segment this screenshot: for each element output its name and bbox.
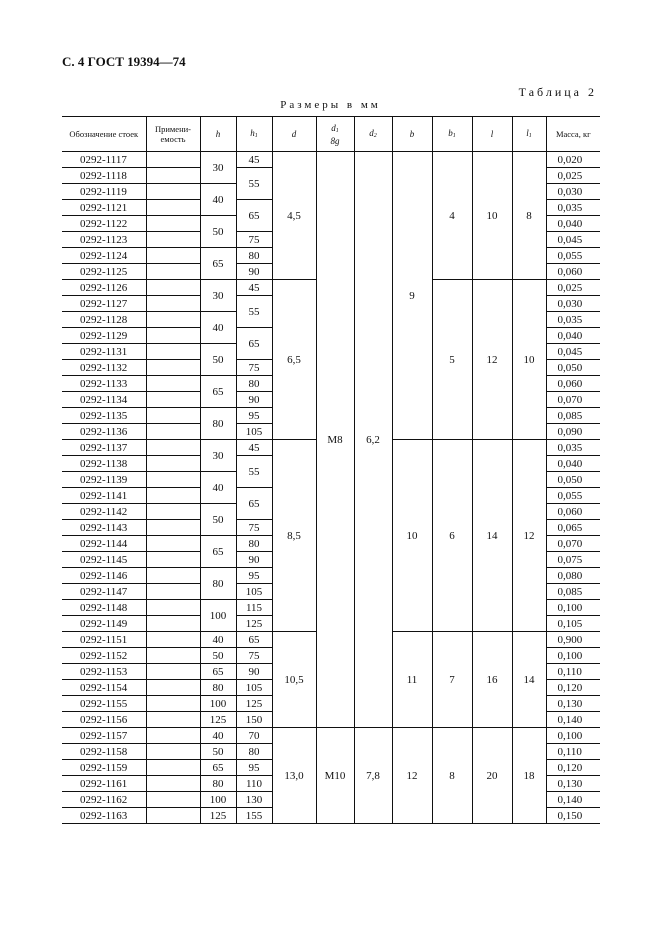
cell-h: 100 — [200, 600, 236, 632]
cell-applicability — [146, 360, 200, 376]
cell-h: 80 — [200, 680, 236, 696]
cell-designation: 0292-1136 — [62, 424, 146, 440]
cell-applicability — [146, 616, 200, 632]
cell-h1: 95 — [236, 760, 272, 776]
cell-h1: 80 — [236, 744, 272, 760]
cell-mass: 0,070 — [546, 536, 600, 552]
cell-designation: 0292-1149 — [62, 616, 146, 632]
cell-mass: 0,075 — [546, 552, 600, 568]
cell-h1: 80 — [236, 248, 272, 264]
cell-l1: 10 — [512, 280, 546, 440]
cell-applicability — [146, 744, 200, 760]
cell-l: 10 — [472, 152, 512, 280]
cell-h: 50 — [200, 648, 236, 664]
cell-h1: 90 — [236, 664, 272, 680]
cell-d: 8,5 — [272, 440, 316, 632]
header-b1-symbol: b — [448, 127, 453, 138]
cell-applicability — [146, 600, 200, 616]
cell-b1: 4 — [432, 152, 472, 280]
cell-mass: 0,140 — [546, 712, 600, 728]
cell-h: 50 — [200, 504, 236, 536]
cell-h: 80 — [200, 568, 236, 600]
cell-h: 80 — [200, 776, 236, 792]
cell-h: 80 — [200, 408, 236, 440]
cell-applicability — [146, 200, 200, 216]
cell-applicability — [146, 648, 200, 664]
cell-mass: 0,110 — [546, 664, 600, 680]
header-h: h — [200, 117, 236, 152]
cell-designation: 0292-1127 — [62, 296, 146, 312]
table-label: Таблица 2 — [518, 85, 597, 99]
cell-designation: 0292-1133 — [62, 376, 146, 392]
cell-applicability — [146, 296, 200, 312]
cell-designation: 0292-1158 — [62, 744, 146, 760]
header-d1-subscript: 1 — [335, 127, 339, 134]
cell-designation: 0292-1128 — [62, 312, 146, 328]
cell-h1: 95 — [236, 568, 272, 584]
cell-mass: 0,040 — [546, 216, 600, 232]
cell-mass: 0,120 — [546, 680, 600, 696]
header-h1-subscript: 1 — [254, 132, 258, 139]
cell-mass: 0,085 — [546, 408, 600, 424]
cell-mass: 0,100 — [546, 600, 600, 616]
cell-h: 65 — [200, 536, 236, 568]
cell-designation: 0292-1134 — [62, 392, 146, 408]
cell-h1: 45 — [236, 152, 272, 168]
cell-designation: 0292-1144 — [62, 536, 146, 552]
cell-applicability — [146, 424, 200, 440]
cell-h1: 130 — [236, 792, 272, 808]
cell-applicability — [146, 776, 200, 792]
cell-d2: 7,8 — [354, 728, 392, 824]
cell-h: 40 — [200, 472, 236, 504]
page-header: С. 4 ГОСТ 19394—74 — [62, 54, 186, 69]
cell-mass: 0,060 — [546, 376, 600, 392]
cell-l: 16 — [472, 632, 512, 728]
header-mass: Масса, кг — [546, 117, 600, 152]
cell-designation: 0292-1146 — [62, 568, 146, 584]
cell-mass: 0,105 — [546, 616, 600, 632]
cell-h1: 65 — [236, 488, 272, 520]
cell-d1: M8 — [316, 152, 354, 728]
cell-h1: 105 — [236, 424, 272, 440]
cell-l1: 12 — [512, 440, 546, 632]
cell-h1: 115 — [236, 600, 272, 616]
cell-designation: 0292-1157 — [62, 728, 146, 744]
cell-designation: 0292-1137 — [62, 440, 146, 456]
cell-h: 50 — [200, 216, 236, 248]
header-d1-symbol: d — [331, 122, 336, 133]
cell-b1: 7 — [432, 632, 472, 728]
cell-mass: 0,055 — [546, 488, 600, 504]
cell-h1: 80 — [236, 536, 272, 552]
cell-mass: 0,100 — [546, 728, 600, 744]
cell-h: 30 — [200, 280, 236, 312]
cell-designation: 0292-1139 — [62, 472, 146, 488]
cell-h1: 75 — [236, 360, 272, 376]
cell-applicability — [146, 440, 200, 456]
header-d2-symbol: d — [369, 127, 374, 138]
cell-h: 125 — [200, 712, 236, 728]
cell-applicability — [146, 552, 200, 568]
cell-applicability — [146, 216, 200, 232]
cell-h1: 125 — [236, 696, 272, 712]
cell-h1: 65 — [236, 200, 272, 232]
cell-designation: 0292-1122 — [62, 216, 146, 232]
cell-applicability — [146, 808, 200, 824]
cell-d: 13,0 — [272, 728, 316, 824]
cell-mass: 0,050 — [546, 360, 600, 376]
cell-applicability — [146, 312, 200, 328]
cell-h1: 155 — [236, 808, 272, 824]
cell-h1: 150 — [236, 712, 272, 728]
cell-h: 40 — [200, 632, 236, 648]
cell-designation: 0292-1154 — [62, 680, 146, 696]
cell-mass: 0,045 — [546, 344, 600, 360]
cell-h1: 80 — [236, 376, 272, 392]
cell-applicability — [146, 680, 200, 696]
cell-designation: 0292-1118 — [62, 168, 146, 184]
cell-applicability — [146, 760, 200, 776]
cell-mass: 0,090 — [546, 424, 600, 440]
cell-d2: 6,2 — [354, 152, 392, 728]
cell-mass: 0,140 — [546, 792, 600, 808]
cell-h1: 75 — [236, 520, 272, 536]
header-d1 — [316, 117, 354, 152]
cell-mass: 0,060 — [546, 264, 600, 280]
cell-mass: 0,040 — [546, 456, 600, 472]
cell-mass: 0,065 — [546, 520, 600, 536]
cell-h: 65 — [200, 248, 236, 280]
cell-h: 125 — [200, 808, 236, 824]
cell-designation: 0292-1152 — [62, 648, 146, 664]
cell-applicability — [146, 376, 200, 392]
cell-applicability — [146, 488, 200, 504]
cell-designation: 0292-1161 — [62, 776, 146, 792]
cell-mass: 0,900 — [546, 632, 600, 648]
cell-l: 14 — [472, 440, 512, 632]
cell-mass: 0,025 — [546, 168, 600, 184]
cell-h: 40 — [200, 312, 236, 344]
cell-mass: 0,035 — [546, 200, 600, 216]
cell-applicability — [146, 456, 200, 472]
cell-mass: 0,055 — [546, 248, 600, 264]
cell-designation: 0292-1148 — [62, 600, 146, 616]
cell-mass: 0,130 — [546, 776, 600, 792]
header-applicability: Примени-емость — [146, 117, 200, 152]
cell-l1: 14 — [512, 632, 546, 728]
cell-h: 30 — [200, 152, 236, 184]
cell-h: 65 — [200, 376, 236, 408]
table-row — [62, 728, 600, 744]
cell-h: 65 — [200, 760, 236, 776]
cell-designation: 0292-1151 — [62, 632, 146, 648]
header-d: d — [272, 117, 316, 152]
cell-designation: 0292-1163 — [62, 808, 146, 824]
cell-h: 65 — [200, 664, 236, 680]
cell-d: 4,5 — [272, 152, 316, 280]
cell-mass: 0,060 — [546, 504, 600, 520]
cell-applicability — [146, 568, 200, 584]
cell-designation: 0292-1162 — [62, 792, 146, 808]
cell-designation: 0292-1147 — [62, 584, 146, 600]
header-d2-subscript: 2 — [373, 132, 377, 139]
cell-h1: 65 — [236, 328, 272, 360]
cell-applicability — [146, 328, 200, 344]
cell-h1: 75 — [236, 232, 272, 248]
cell-designation: 0292-1156 — [62, 712, 146, 728]
cell-d1: M10 — [316, 728, 354, 824]
header-l1-subscript: 1 — [528, 132, 532, 139]
cell-h1: 55 — [236, 168, 272, 200]
cell-applicability — [146, 248, 200, 264]
cell-applicability — [146, 232, 200, 248]
cell-applicability — [146, 408, 200, 424]
cell-h1: 125 — [236, 616, 272, 632]
table-row — [62, 152, 600, 168]
cell-applicability — [146, 664, 200, 680]
cell-mass: 0,080 — [546, 568, 600, 584]
cell-designation: 0292-1138 — [62, 456, 146, 472]
header-h1-symbol: h — [250, 127, 255, 138]
cell-designation: 0292-1123 — [62, 232, 146, 248]
cell-applicability — [146, 184, 200, 200]
cell-applicability — [146, 152, 200, 168]
table-body — [62, 152, 600, 824]
cell-h1: 90 — [236, 392, 272, 408]
dimensions-table — [62, 116, 600, 824]
cell-applicability — [146, 536, 200, 552]
cell-mass: 0,035 — [546, 440, 600, 456]
cell-applicability — [146, 264, 200, 280]
cell-applicability — [146, 472, 200, 488]
header-l1-symbol: l — [526, 127, 529, 138]
cell-mass: 0,110 — [546, 744, 600, 760]
cell-h1: 55 — [236, 456, 272, 488]
header-d1-tolerance: 8g — [330, 135, 340, 146]
table-header-row — [62, 117, 600, 152]
cell-applicability — [146, 504, 200, 520]
cell-h1: 65 — [236, 632, 272, 648]
cell-mass: 0,030 — [546, 296, 600, 312]
cell-applicability — [146, 392, 200, 408]
cell-h1: 70 — [236, 728, 272, 744]
cell-applicability — [146, 696, 200, 712]
header-h1 — [236, 117, 272, 152]
cell-h: 30 — [200, 440, 236, 472]
cell-mass: 0,130 — [546, 696, 600, 712]
cell-designation: 0292-1119 — [62, 184, 146, 200]
cell-designation: 0292-1126 — [62, 280, 146, 296]
cell-mass: 0,100 — [546, 648, 600, 664]
cell-b: 12 — [392, 728, 432, 824]
cell-mass: 0,085 — [546, 584, 600, 600]
cell-l1: 8 — [512, 152, 546, 280]
header-designation: Обозначение стоек — [62, 117, 146, 152]
cell-h: 100 — [200, 792, 236, 808]
cell-h1: 95 — [236, 408, 272, 424]
cell-h1: 75 — [236, 648, 272, 664]
cell-applicability — [146, 168, 200, 184]
cell-h1: 45 — [236, 440, 272, 456]
cell-l: 20 — [472, 728, 512, 824]
cell-designation: 0292-1153 — [62, 664, 146, 680]
cell-l: 12 — [472, 280, 512, 440]
cell-h: 40 — [200, 728, 236, 744]
cell-designation: 0292-1135 — [62, 408, 146, 424]
cell-designation: 0292-1125 — [62, 264, 146, 280]
cell-applicability — [146, 728, 200, 744]
table-caption: Размеры в мм — [280, 99, 381, 111]
cell-mass: 0,045 — [546, 232, 600, 248]
cell-b: 9 — [392, 152, 432, 440]
cell-applicability — [146, 344, 200, 360]
cell-mass: 0,050 — [546, 472, 600, 488]
cell-b1: 5 — [432, 280, 472, 440]
cell-mass: 0,030 — [546, 184, 600, 200]
header-b1 — [432, 117, 472, 152]
cell-b: 10 — [392, 440, 432, 632]
cell-h: 100 — [200, 696, 236, 712]
header-b: b — [392, 117, 432, 152]
cell-b1: 8 — [432, 728, 472, 824]
cell-designation: 0292-1142 — [62, 504, 146, 520]
cell-designation: 0292-1143 — [62, 520, 146, 536]
cell-applicability — [146, 632, 200, 648]
cell-designation: 0292-1129 — [62, 328, 146, 344]
cell-mass: 0,120 — [546, 760, 600, 776]
cell-b: 11 — [392, 632, 432, 728]
cell-applicability — [146, 280, 200, 296]
cell-designation: 0292-1155 — [62, 696, 146, 712]
cell-l1: 18 — [512, 728, 546, 824]
cell-applicability — [146, 584, 200, 600]
cell-d: 6,5 — [272, 280, 316, 440]
header-l: l — [472, 117, 512, 152]
header-l1 — [512, 117, 546, 152]
header-b1-subscript: 1 — [452, 132, 456, 139]
cell-applicability — [146, 792, 200, 808]
cell-mass: 0,070 — [546, 392, 600, 408]
cell-b1: 6 — [432, 440, 472, 632]
cell-designation: 0292-1132 — [62, 360, 146, 376]
cell-mass: 0,035 — [546, 312, 600, 328]
cell-designation: 0292-1159 — [62, 760, 146, 776]
cell-designation: 0292-1141 — [62, 488, 146, 504]
cell-designation: 0292-1131 — [62, 344, 146, 360]
cell-applicability — [146, 520, 200, 536]
cell-h1: 45 — [236, 280, 272, 296]
cell-h: 40 — [200, 184, 236, 216]
cell-mass: 0,150 — [546, 808, 600, 824]
cell-h: 50 — [200, 744, 236, 760]
cell-designation: 0292-1121 — [62, 200, 146, 216]
cell-h1: 55 — [236, 296, 272, 328]
cell-mass: 0,040 — [546, 328, 600, 344]
cell-mass: 0,025 — [546, 280, 600, 296]
cell-h1: 90 — [236, 552, 272, 568]
cell-applicability — [146, 712, 200, 728]
cell-mass: 0,020 — [546, 152, 600, 168]
header-d2 — [354, 117, 392, 152]
cell-designation: 0292-1145 — [62, 552, 146, 568]
cell-h1: 105 — [236, 584, 272, 600]
cell-d: 10,5 — [272, 632, 316, 728]
cell-h: 50 — [200, 344, 236, 376]
cell-designation: 0292-1124 — [62, 248, 146, 264]
cell-h1: 90 — [236, 264, 272, 280]
cell-h1: 110 — [236, 776, 272, 792]
cell-designation: 0292-1117 — [62, 152, 146, 168]
cell-h1: 105 — [236, 680, 272, 696]
